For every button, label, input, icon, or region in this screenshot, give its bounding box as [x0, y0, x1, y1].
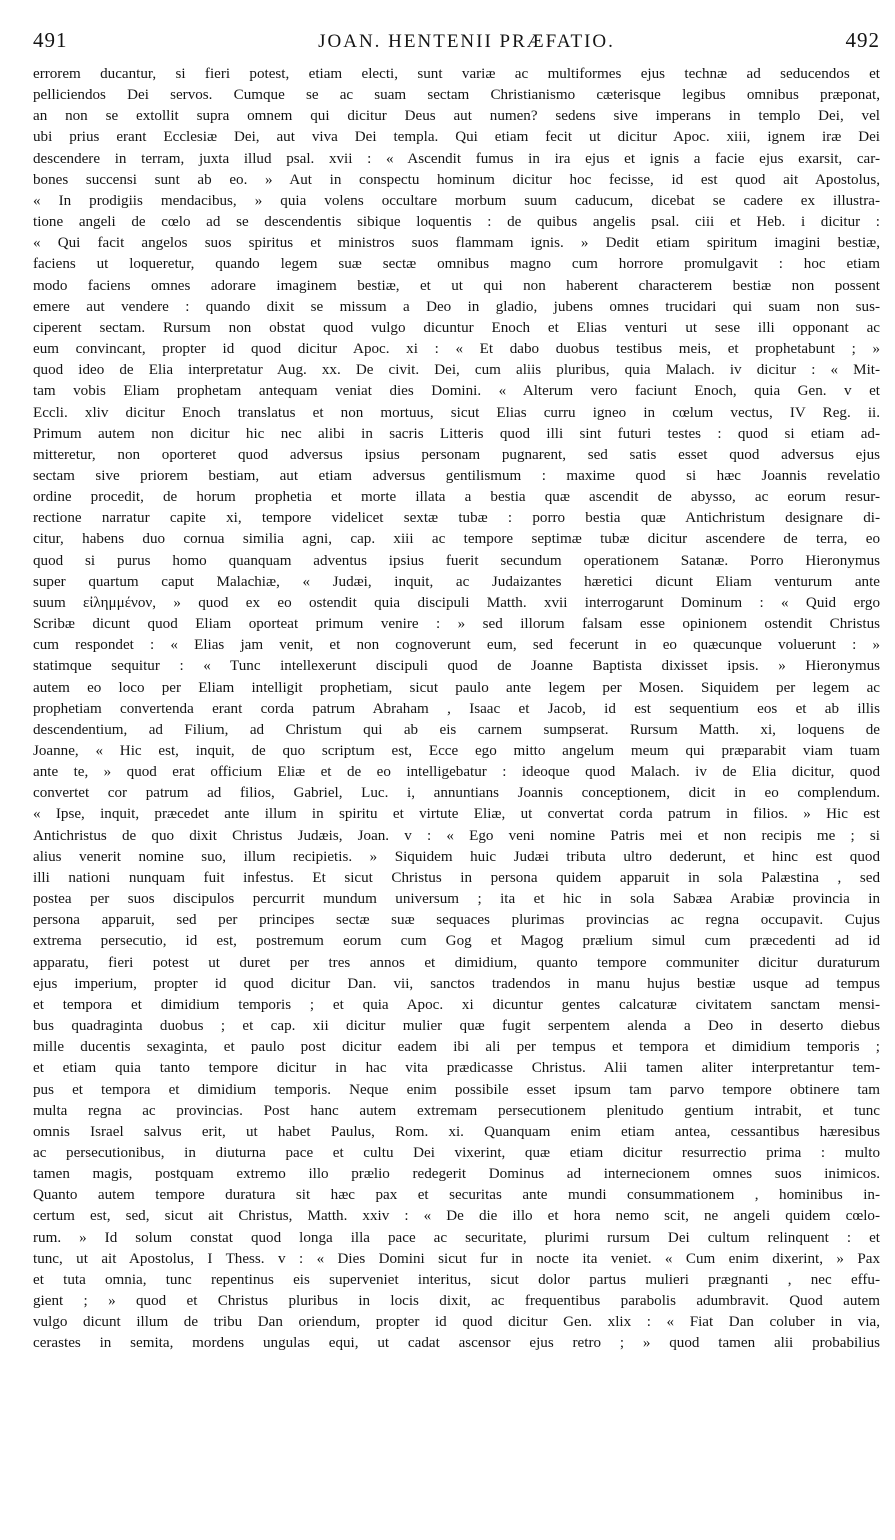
text-line: descendentium, ad Filium, ad Christum qui ab eis carnem sumpserat. Rursum Matth. xi, loquens de — [33, 721, 880, 738]
running-title: JOAN. HENTENII PRÆFATIO. — [318, 31, 615, 52]
text-line: mitteretur, non oporteret quod adversus ipsius personam pugnarent, sed satis esset quod adversus ejus — [33, 446, 880, 463]
text-line: ciperent sectam. Rursum non obstat quod vulgo dicuntur Enoch et Elias venturi ut sese illi opponant ac — [33, 319, 880, 336]
text-line: statimque sequitur : « Tunc intellexerunt discipuli quod de Joanne Baptista dixisset ipsis. » Hieronymus — [33, 658, 880, 675]
text-line: suum εἰλημμένον, » quod ex eo ostendit quia discipuli Matth. xvii interrogarunt Dominum : « Quid ergo — [33, 594, 880, 611]
text-line: super quartum caput Malachiæ, « Judæi, inquit, ac Judaizantes hæretici dicunt Eliam venturum ante — [33, 573, 880, 590]
text-line: an non se extollit supra omnem qui dicitur Deus aut numen? sedens sive imperans in templo Dei, vel — [33, 108, 880, 125]
text-line: tamen magis, postquam extremo illo prælio redegerit Dominus ad internecionem omnes suos inimicos. — [33, 1166, 880, 1183]
text-line: Joanne, « Hic est, inquit, de quo scriptum est, Ecce ego mitto angelum meum qui præparabit viam tuam — [33, 743, 880, 759]
text-line: citur, habens duo cornua similia agni, cap. xiii ac tempore septimæ tubæ dicitur ascendere de terra, eo — [33, 531, 880, 548]
text-line: rum. » Id solum constat quod longa illa pace ac securitate, plurimi rursum Dei cultum relinquent : et — [33, 1229, 880, 1246]
text-line: faciens ut loqueretur, quando legem suæ sectæ omnibus magno cum horrore promulgavit : hoc etiam — [33, 256, 880, 273]
text-line: rectione narratur capite xi, tempore videlicet sextæ tubæ : porro bestia quæ Antichristum designare di- — [33, 510, 880, 527]
text-line: et tuta omnia, tunc repentinus eis superveniet interitus, sicut dolor partus mulieri prægnanti , nec effu- — [33, 1271, 880, 1288]
text-line: ordine procedit, de horum prophetia et morte illata a bestia quæ ascendit de abysso, ac eorum resur- — [33, 489, 880, 506]
text-line: ante te, » quod erat officium Eliæ et de eo intelligebatur : ideoque quod Malach. iv de Elia dicitur, quod — [33, 764, 880, 781]
text-line: eum convincant, propter id quod dicitur Apoc. xi : « Et dabo duobus testibus meis, et prophetabunt ; » — [33, 341, 880, 358]
text-line: descendere in terram, juxta illud psal. xvii : « Ascendit fumus in ira ejus et ignis a facie ejus exarsit, car- — [33, 150, 880, 167]
text-line: tione angeli de cœlo ad se descendentis sibique loquentis : de quibus angelis psal. ciii et Heb. i dicitur : — [33, 214, 880, 231]
text-line: gient ; » quod et Christus pluribus in locis dixit, ac frequentibus parabolis adumbravit. Quod autem — [33, 1293, 880, 1310]
text-line: et tempora et dimidium temporis ; et quia Apoc. xi dicuntur gentes calcaturæ civitatem sanctam mensi- — [33, 996, 880, 1013]
text-line: Quanto autem tempore duratura sit hæc pax et securitas ante mundi consummationem , hominibus in- — [33, 1187, 880, 1204]
text-line: cerastes in semita, mordens ungulas equi, ut cadat ascensor ejus retro ; » quod tamen alii probabilius — [33, 1335, 880, 1352]
text-line: Scribæ dicunt quod Eliam oporteat primum venire : » sed illorum falsam esse opinionem ostendit Christus — [33, 616, 880, 633]
text-line: bones succensi sunt ab eo. » Aut in conspectu hominum dicitur hoc fecisse, id est quod ait Apostolus, — [33, 171, 880, 188]
text-line: pus et tempora et dimidium temporis. Neque enim possibile esset ipsum tam parvo tempore obtinere tam — [33, 1081, 880, 1098]
text-line: autem eo loco per Eliam intelligit prophetiam, sicut paulo ante legem per Mosen. Siquidem per legem ac — [33, 679, 880, 696]
text-line: illi nationi nunquam fuit infestus. Et sicut Christus in persona quidem apparuit in sola Palæstina , sed — [33, 869, 880, 886]
left-page-number: 491 — [33, 28, 68, 52]
text-line: modo faciens omnes adorare imaginem bestiæ, et ut qui non haberent characterem bestiæ non possent — [33, 277, 880, 294]
text-line: convertet cor patrum ad filios, Gabriel, Luc. i, annuntians Joannis conceptionem, dicit in eo complendum. — [33, 785, 880, 802]
text-line: emere aut vendere : quando dixit se missum a Deo in gladio, jubens omnes trucidari qui suam non sus- — [33, 298, 880, 315]
text-line: apparatu, fieri potest ut duret per tres annos et dimidium, quanto tempore communiter dicitur duraturum — [33, 954, 880, 971]
text-line: sectam sive priorem bestiam, aut etiam adversus gentilismum : maxime quod si hæc Joannis revelatio — [33, 467, 880, 484]
text-line: multa regna ac provincias. Post hanc autem extremam persecutionem plenitudo gentium intrabit, et tunc — [33, 1102, 880, 1119]
text-line: pelliciendos Dei servos. Cumque se ac suam sectam Christianismo cæterisque legibus omnibus præponat, — [33, 87, 880, 104]
text-line: quod si purus homo quanquam adventus ipsius fuerit secundum operationem Satanæ. Porro Hieronymus — [33, 552, 880, 569]
text-line: bus quadraginta duobus ; et cap. xii dicitur mulier quæ fugit serpentem alenda a Deo in deserto diebus — [33, 1018, 880, 1035]
body-text — [33, 64, 880, 1355]
text-line: omnis Israel salvus erit, ut habet Paulus, Rom. xi. Quanquam enim etiam antea, cessantibus hæresibus — [33, 1123, 880, 1140]
text-line: « Qui facit angelos suos spiritus et ministros suos flammam ignis. » Dedit etiam spiritum imagini bestiæ, — [33, 235, 880, 252]
text-line: ac persecutionibus, in diuturna pace et cultu Dei vixerint, quæ etiam dicitur resurrectio prima : multo — [33, 1144, 880, 1161]
text-line: « In prodigiis mendacibus, » quia volens occultare morbum suum caducum, dicebat se cadere ex illustra- — [33, 192, 880, 209]
text-line: cum respondet : « Elias jam venit, et non cognoverunt eum, sed fecerunt in eo quæcunque voluerunt : » — [33, 637, 880, 654]
text-line: tunc, ut ait Apostolus, I Thess. v : « Dies Domini sicut fur in nocte ita veniet. « Cum enim dixerint, » Pax — [33, 1250, 880, 1267]
text-line: quod ideo de Elia interpretatur Aug. xx. De civit. Dei, cum aliis pluribus, quia Malach. iv dicitur : « Mit- — [33, 362, 880, 379]
text-line: Primum autem non dicitur hic nec alibi in sacris Litteris quod illi sint futuri testes : quod si etiam ad- — [33, 425, 880, 442]
text-line: prophetiam convertenda erant corda patrum Abraham , Isaac et Jacob, id est sequentium eos et ab illis — [33, 700, 880, 717]
right-page-number: 492 — [845, 28, 880, 52]
text-line: vulgo dicunt illum de tribu Dan oriendum, propter id quod dicitur Gen. xlix : « Fiat Dan coluber in via, — [33, 1314, 880, 1331]
text-line: « Ipse, inquit, præcedet ante illum in spiritu et virtute Eliæ, ut convertat corda patrum in filios. » Hic est — [33, 806, 880, 823]
text-line: et etiam quia tanto tempore dicitur in hac vita prædicasse Christus. Alii tamen aliter interpretantur tem- — [33, 1060, 880, 1077]
text-line: mille ducentis sexaginta, et paulo post dicitur eadem ibi ali per tempus et tempora et dimidium temporis ; — [33, 1039, 880, 1056]
text-line: Eccli. xliv dicitur Enoch translatus et non mortuus, sicut Elias curru igneo in cœlum vectus, IV Reg. ii. — [33, 404, 880, 421]
text-line: persona apparuit, sed per principes sectæ suæ sequaces plurimas provincias ac regna occupavit. Cujus — [33, 912, 880, 929]
page-header — [33, 28, 880, 64]
text-line: alius venerit nomine suo, illum recipietis. » Siquidem huic Judæi tributa ultro dederunt, et hinc est quod — [33, 848, 880, 865]
text-line: errorem ducantur, si fieri potest, etiam electi, sunt variæ ac multiformes ejus technæ ad seducendos et — [33, 66, 880, 82]
text-line: ubi prius erant Ecclesiæ Dei, aut viva Dei templa. Qui etiam fecit ut dicitur Apoc. xiii, ignem iræ Dei — [33, 129, 880, 146]
text-line: Antichristus de quo dixit Christus Judæis, Joan. v : « Ego veni nomine Patris mei et non recipis me ; si — [33, 827, 880, 844]
text-line: ejus imperium, propter id quod dicitur Dan. vii, sanctos tradendos in manu hujus bestiæ usque ad tempus — [33, 975, 880, 992]
text-line: tam vobis Eliam prophetam antequam veniat dies Domini. « Alterum vero faciunt Enoch, quia Gen. v et — [33, 383, 880, 400]
text-line: certum est, sed, sicut ait Christus, Matth. xxiv : « De die illo et hora nemo scit, ne angeli quidem cœlo- — [33, 1208, 880, 1225]
text-line: postea per suos discipulos percurrit mundum universum ; ita et hic in sola Sabæa Arabiæ provincia in — [33, 891, 880, 908]
text-line: extrema persecutio, id est, postremum eorum cum Gog et Magog prælium simul cum præcedenti ad id — [33, 933, 880, 950]
